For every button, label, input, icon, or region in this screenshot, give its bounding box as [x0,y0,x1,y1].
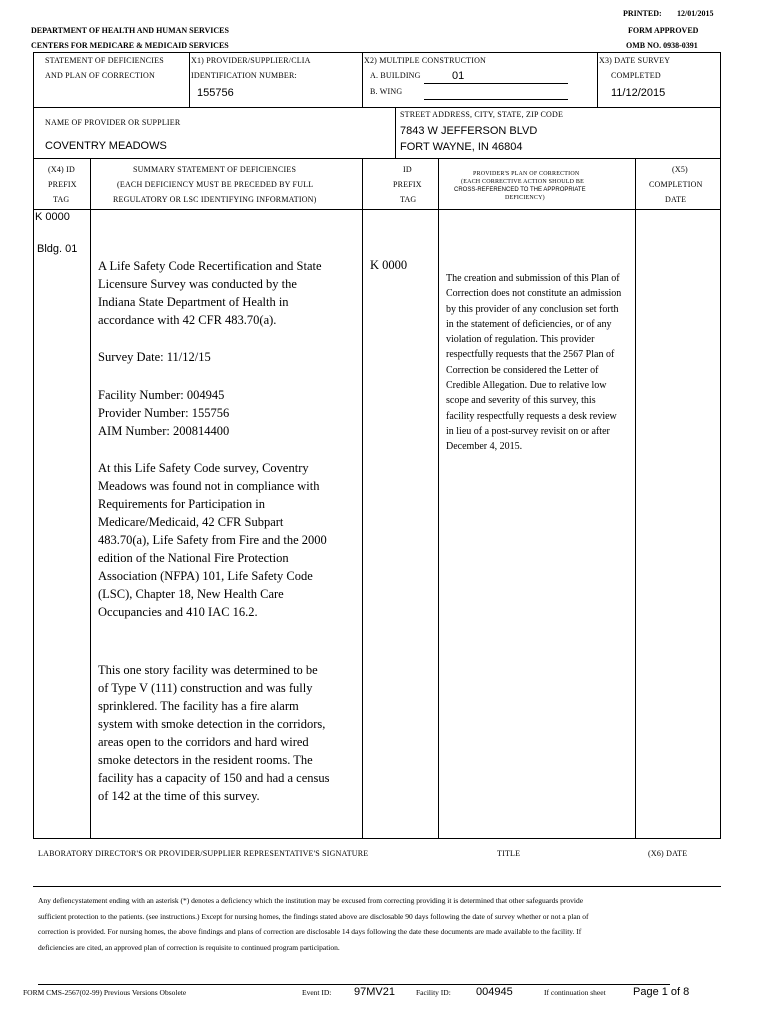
summary-aim-number: AIM Number: 200814400 [98,424,230,438]
address-label: STREET ADDRESS, CITY, STATE, ZIP CODE [400,110,564,119]
x1-label-line1: X1) PROVIDER/SUPPLIER/CLIA [191,56,311,65]
printed-label: PRINTED: [623,9,662,18]
event-id-value: 97MV21 [354,986,395,998]
summary-label-line3: REGULATORY OR LSC IDENTIFYING INFORMATION) [113,195,317,204]
x1-label-line2: IDENTIFICATION NUMBER: [191,71,297,80]
x3-label-line1: X3) DATE SURVEY [599,56,671,65]
summary-paragraph-intro: A Life Safety Code Recertification and State Licensure Survey was conducted by the Indiana State Department of Health in accordance with 42 CFR 483.70(a). [98,259,322,327]
building-label: A. BUILDING [370,71,421,80]
printed-date: 12/01/2015 [677,9,714,18]
wing-label: B. WING [370,87,403,96]
continuation-label: If continuation sheet [544,988,606,997]
provider-id-number: 155756 [197,87,234,99]
id-label-line3: TAG [400,195,417,204]
address-line2: FORT WAYNE, IN 46804 [400,141,523,153]
right-tag: K 0000 [370,258,408,272]
x4-label-line3: TAG [53,195,70,204]
x2-label: X2) MULTIPLE CONSTRUCTION [364,56,487,65]
form-number: FORM CMS-2567(02-99) Previous Versions Obsolete [23,988,187,997]
facility-id-label: Facility ID: [416,988,451,997]
statement-label-line1: STATEMENT OF DEFICIENCIES [45,56,164,65]
form-approved: FORM APPROVED [628,26,699,35]
summary-paragraph-construction: This one story facility was determined to be of Type V (111) construction and was fully sprinklered. The facility has a fire alarm system with smoke detection in the corridors, areas open to the corridors and hard wired smoke detectors in the resident rooms. The facility has a capacity of 150 and had a census of 142 at the time of this survey. [98,663,330,803]
plan-label-line1: PROVIDER'S PLAN OF CORRECTION [473,171,580,177]
x5-label-line3: DATE [665,195,687,204]
x3-label-line2: COMPLETED [611,71,661,80]
signature-divider [33,886,721,887]
summary-survey-date: Survey Date: 11/12/15 [98,350,211,364]
event-id-label: Event ID: [302,988,332,997]
summary-label-line2: (EACH DEFICIENCY MUST BE PRECEDED BY FULL [117,180,314,189]
survey-date-completed: 11/12/2015 [611,87,666,99]
department-name: DEPARTMENT OF HEALTH AND HUMAN SERVICES [31,26,229,35]
x5-label-line1: (X5) [672,165,688,174]
provider-name-label: NAME OF PROVIDER OR SUPPLIER [45,118,181,127]
plan-label-line4: DEFICIENCY) [505,195,545,201]
summary-facility-number: Facility Number: 004945 [98,388,225,402]
plan-label-line3: CROSS-REFERENCED TO THE APPROPRIATE [454,187,586,193]
plan-label-line2: (EACH CORRECTIVE ACTION SHOULD BE [461,179,584,185]
centers-name: CENTERS FOR MEDICARE & MEDICAID SERVICES [31,41,229,50]
plan-of-correction-text: The creation and submission of this Plan of Correction does not constitute an admission by this provider of any conclusion set forth in the statement of deficiencies, or of any violation of regulation. This provider respectfully requests that the 2567 Plan of Correction be considered the Letter of Credible Allegation. Due to relative low scope and severity of this survey, this facility respectfully requests a desk review in lieu of a post-survey revisit on or after December 4, 2015. [446,273,622,453]
address-line1: 7843 W JEFFERSON BLVD [400,125,538,137]
footer-divider [38,984,670,985]
id-label-line1: ID [403,165,412,174]
building-value: 01 [452,70,465,82]
id-label-line2: PREFIX [393,180,422,189]
statement-label-line2: AND PLAN OF CORRECTION [45,71,155,80]
title-label: TITLE [497,849,521,858]
building-underline [424,83,568,84]
date-label: (X6) DATE [648,849,688,858]
building-tag: Bldg. 01 [37,243,78,255]
omb-number: OMB NO. 0938-0391 [626,41,698,50]
x4-label-line1: (X4) ID [48,165,75,174]
x5-label-line2: COMPLETION [649,180,703,189]
signature-label: LABORATORY DIRECTOR'S OR PROVIDER/SUPPLIER REPRESENTATIVE'S SIGNATURE [38,849,369,858]
left-tag: K 0000 [35,211,70,223]
summary-label-line1: SUMMARY STATEMENT OF DEFICIENCIES [133,165,297,174]
summary-provider-number: Provider Number: 155756 [98,406,230,420]
page-number: Page 1 of 8 [633,986,690,998]
facility-id-value: 004945 [476,986,513,998]
disclaimer-text: Any defiencystatement ending with an asterisk (*) denotes a deficiency which the institution may be excused from correcting providing it is determined that other safeguards provide sufficient protection to the patients. (see instructions.) Except for nursing homes, the findings stated above are disclosable 90 days following the date of survey whether or not a plan of correction is provided. For nursing homes, the above findings and plans of correction are disclosable 14 days following the date these documents are made available to the facility. If deficiencies are cited, an approved plan of correction is requisite to continued program participation. [38,896,589,952]
provider-name: COVENTRY MEADOWS [45,140,167,152]
summary-paragraph-compliance: At this Life Safety Code survey, Coventry Meadows was found not in compliance with Requirements for Participation in Medicare/Medicaid, 42 CFR Subpart 483.70(a), Life Safety from Fire and the 2000 edition of the National Fire Protection Association (NFPA) 101, Life Safety Code (LSC), Chapter 18, New Health Care Occupancies and 410 IAC 16.2. [98,461,327,619]
wing-underline [424,99,568,100]
x4-label-line2: PREFIX [48,180,77,189]
